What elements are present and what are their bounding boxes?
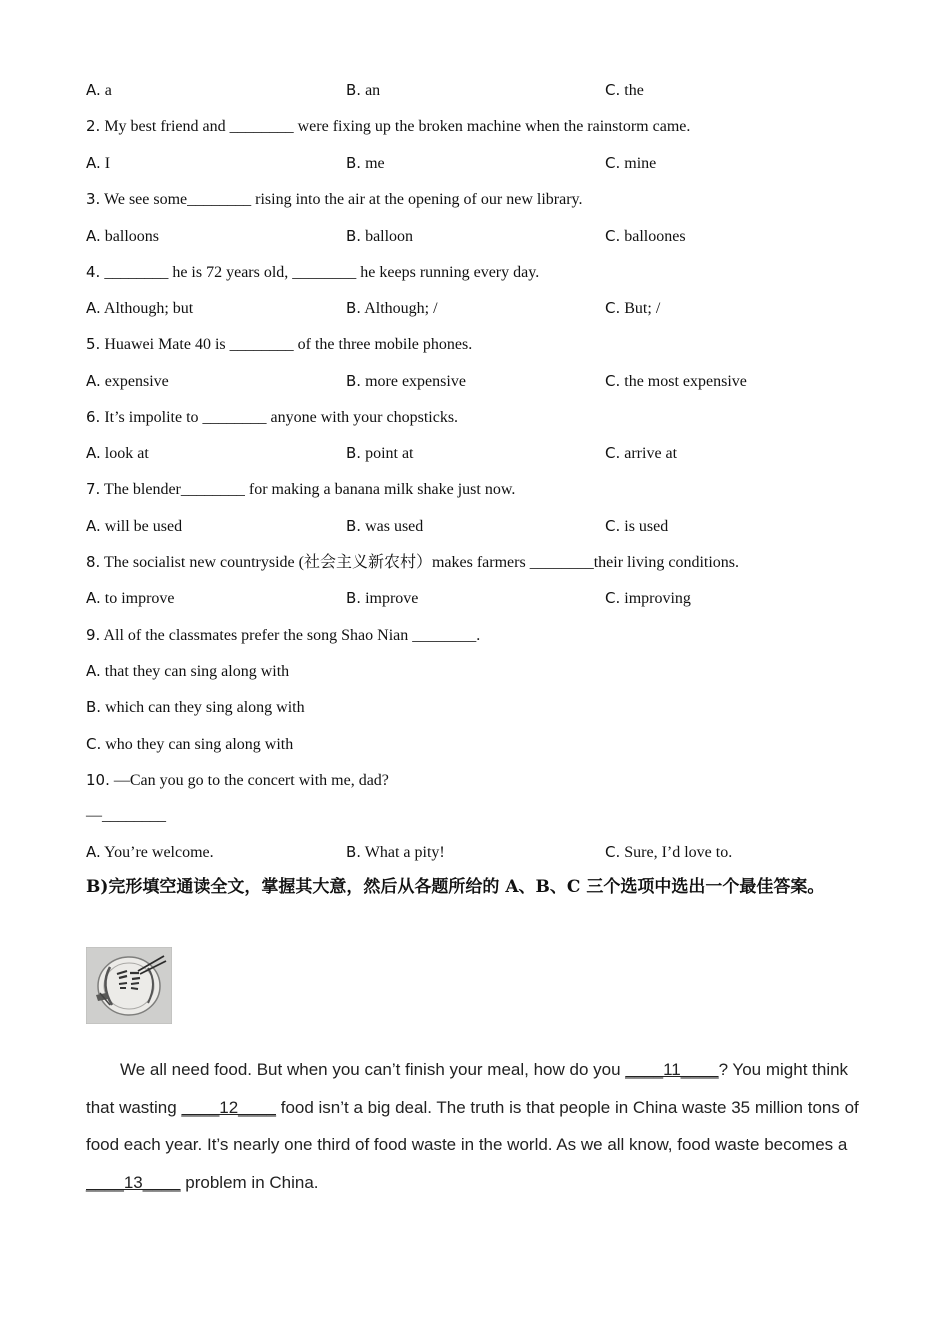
q9-option-c: C. who they can sing along with — [86, 735, 294, 753]
q6-option-b: B. point at — [346, 444, 414, 462]
q4-option-a: A. Although; but — [86, 299, 194, 317]
section-b-heading: B)完形填空通读全文，掌握其大意，然后从各题所给的 A、B、C 三个选项中选出一个最佳答案。 — [86, 877, 825, 897]
passage-text-3: food isn’t a big deal. The truth is that people in China waste 35 million tons of food each year. It’s nearly one third of food waste in the world. As we all know, food waste becomes a — [86, 1097, 859, 1154]
q9-stem: 9. All of the classmates prefer the song Shao Nian ________. — [86, 626, 481, 644]
blank-12: ____12____ — [181, 1097, 276, 1117]
blank-11: ____11____ — [625, 1060, 719, 1079]
cloze-passage — [86, 1051, 876, 1201]
q10-option-a: A. You’re welcome. — [86, 843, 214, 861]
q1-option-c: C. the — [605, 81, 644, 99]
q3-option-c: C. balloones — [605, 227, 686, 245]
q8-option-b: B. improve — [346, 589, 419, 607]
q8-option-c: C. improving — [605, 589, 691, 607]
q6-stem: 6. It’s impolite to ________ anyone with your chopsticks. — [86, 408, 459, 426]
q5-option-c: C. the most expensive — [605, 372, 747, 390]
q5-option-a: A. expensive — [86, 372, 169, 390]
blank-13: ____13____ — [86, 1172, 181, 1192]
q3-stem: 3. We see some________ rising into the air at the opening of our new library. — [86, 190, 583, 208]
q4-option-c: C. But; / — [605, 299, 661, 317]
q1-option-b: B. an — [346, 81, 381, 99]
q2-stem: 2. My best friend and ________ were fixing up the broken machine when the rainstorm came. — [86, 117, 691, 135]
q2-option-b: B. me — [346, 154, 385, 172]
q2-option-c: C. mine — [605, 154, 657, 172]
q2-option-a: A. I — [86, 154, 111, 172]
q7-option-b: B. was used — [346, 517, 424, 535]
q10-answer-line: —________ — [86, 807, 166, 824]
q5-option-b: B. more expensive — [346, 372, 466, 390]
q7-stem: 7. The blender________ for making a banana milk shake just now. — [86, 480, 516, 498]
q7-option-c: C. is used — [605, 517, 669, 535]
passage-text-2: ? You might think that wasting — [86, 1060, 849, 1117]
q7-option-a: A. will be used — [86, 517, 183, 535]
q6-option-a: A. look at — [86, 444, 149, 462]
q4-stem: 4. ________ he is 72 years old, ________ he keeps running every day. — [86, 263, 540, 281]
q4-option-b: B. Although; / — [346, 299, 438, 317]
q9-option-b: B. which can they sing along with — [86, 698, 305, 716]
clean-plate-campaign-image — [86, 947, 172, 1024]
q10-option-c: C. Sure, I’d love to. — [605, 843, 733, 861]
passage-text-1: We all need food. But when you can’t finish your meal, how do you — [120, 1060, 626, 1079]
q5-stem: 5. Huawei Mate 40 is ________ of the three mobile phones. — [86, 335, 473, 353]
q1-option-a: A. a — [86, 81, 112, 99]
q3-option-b: B. balloon — [346, 227, 414, 245]
passage-text-4: problem in China. — [180, 1172, 319, 1192]
q8-stem: 8. The socialist new countryside (社会主义新农村）makes farmers ________their living conditions. — [86, 553, 740, 571]
q8-option-a: A. to improve — [86, 589, 175, 607]
q9-option-a: A. that they can sing along with — [86, 662, 290, 680]
q6-option-c: C. arrive at — [605, 444, 678, 462]
q10-stem: 10. —Can you go to the concert with me, dad? — [86, 771, 389, 789]
q3-option-a: A. balloons — [86, 227, 159, 245]
q10-option-b: B. What a pity! — [346, 843, 445, 861]
